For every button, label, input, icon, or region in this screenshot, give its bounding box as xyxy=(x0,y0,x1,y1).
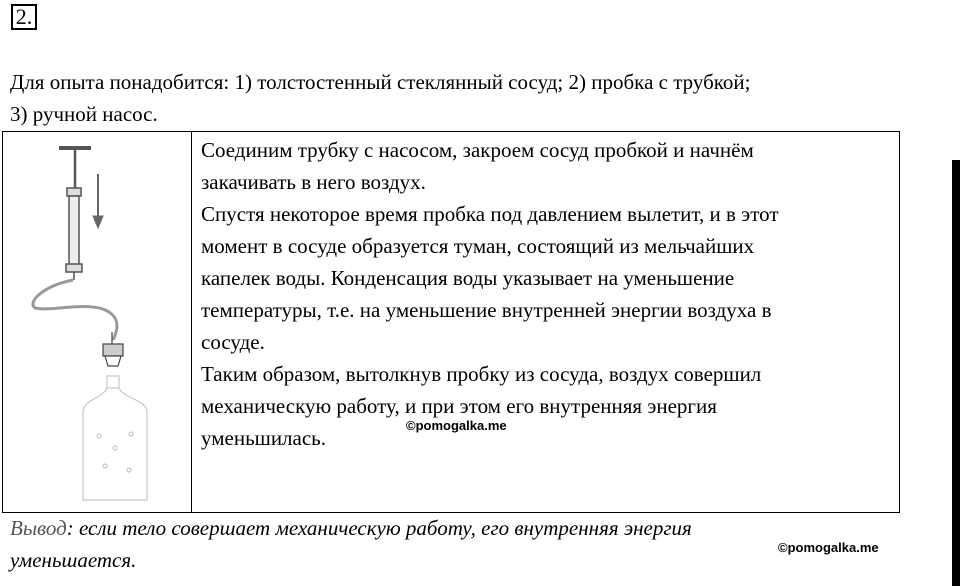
bottle-icon xyxy=(83,376,147,500)
explanation-line: Соединим трубку с насосом, закроем сосуд пробкой и начнём xyxy=(201,138,754,162)
watermark-bottom: ©pomogalka.me xyxy=(778,540,879,555)
intro-line-2: 3) ручной насос. xyxy=(10,102,158,126)
explanation-line: уменьшилась. xyxy=(201,426,327,450)
explanation-line: сосуде. xyxy=(201,330,265,354)
explanation-line: Спустя некоторое время пробка под давлением вылетит, и в этот xyxy=(201,202,779,226)
conclusion-label: Вывод xyxy=(10,516,67,540)
conclusion-line-2: уменьшается. xyxy=(10,548,137,572)
task-number: 2. xyxy=(11,4,37,30)
experiment-table xyxy=(2,131,900,513)
conclusion-line-1 xyxy=(10,512,880,544)
conclusion-text: : если тело совершает механическую работу, его внутренняя энергия xyxy=(66,516,692,540)
explanation-line: механическую работу, и при этом его внутренняя энергия xyxy=(201,394,717,418)
explanation-line: капелек воды. Конденсация воды указывает на уменьшение xyxy=(201,266,735,290)
intro-line-1: Для опыта понадобится: 1) толстостенный стеклянный сосуд; 2) пробка с трубкой; xyxy=(10,70,751,94)
explanation-text xyxy=(201,134,881,454)
explanation-line: момент в сосуде образуется туман, состоящий из мельчайших xyxy=(201,234,755,258)
table-divider xyxy=(191,132,192,512)
explanation-line: закачивать в него воздух. xyxy=(201,170,426,194)
explanation-line: температуры, т.е. на уменьшение внутренней энергии воздуха в xyxy=(201,298,772,322)
intro-text xyxy=(10,66,910,130)
explanation-line: Таким образом, вытолкнув пробку из сосуда, воздух совершил xyxy=(201,362,762,386)
hose-icon xyxy=(33,280,117,340)
page-edge-bar xyxy=(952,160,960,586)
watermark-inner: ©pomogalka.me xyxy=(406,418,507,433)
down-arrow-icon xyxy=(93,174,103,228)
pump-icon xyxy=(59,148,91,280)
pump-and-bottle-illustration xyxy=(13,136,173,508)
conclusion xyxy=(10,512,880,576)
